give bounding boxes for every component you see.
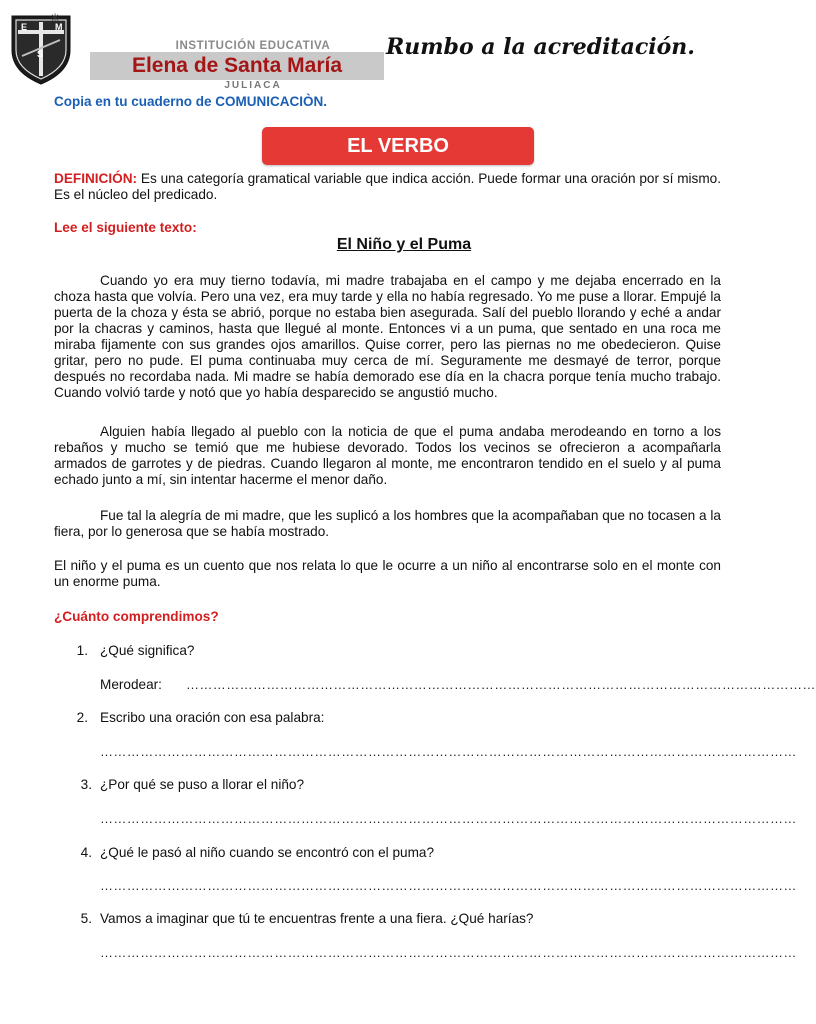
story-paragraph-3: Fue tal la alegría de mi madre, que les suplicó a los hombres que la acompañaban que no tocasen a la fiera, por lo generosa que se había mostrado. bbox=[54, 508, 721, 539]
comprehension-label: ¿Cuánto comprendimos? bbox=[54, 609, 219, 624]
question-5-text: Vamos a imaginar que tú te encuentras frente a una fiera. ¿Qué harías? bbox=[100, 911, 534, 926]
answer-line-1[interactable]: …………………………………………………………………………………………………………………………… bbox=[186, 677, 816, 692]
slogan: Rumbo a la acreditación. bbox=[386, 34, 695, 60]
story-summary: El niño y el puma es un cuento que nos relata lo que le ocurre a un niño al encontrarse solo en el monte con un enorme puma. bbox=[54, 558, 721, 589]
copy-instruction: Copia en tu cuaderno de COMUNICACIÒN. bbox=[54, 94, 328, 109]
question-3-number: 3. bbox=[80, 777, 92, 792]
question-4-text: ¿Qué le pasó al niño cuando se encontró con el puma? bbox=[100, 845, 435, 860]
question-1-term: Merodear: bbox=[100, 677, 162, 692]
story-title: El Niño y el Puma bbox=[336, 236, 472, 253]
story-paragraph-2: Alguien había llegado al pueblo con la noticia de que el puma andaba merodeando en torno a los rebaños y mucho se temió que me hubiese devorado. Todos los vecinos se ofrecieron a acompañarla armados de garrotes y de piedras. Cuando llegaron al monte, me encontraron tendido en el suelo y al puma echado junto a mí, sin intentar hacerme el menor daño. bbox=[54, 424, 721, 487]
question-5-number: 5. bbox=[80, 911, 92, 926]
institution-logo-text bbox=[88, 30, 384, 91]
badge-letter-2: S bbox=[37, 49, 44, 59]
title-banner bbox=[262, 127, 534, 165]
question-4-number: 4. bbox=[80, 845, 92, 860]
answer-line-5[interactable]: ………………………………………………………………………………………………………………………………………… bbox=[100, 945, 797, 960]
page-title: EL VERBO bbox=[347, 135, 449, 157]
star-icon: ✳ bbox=[50, 11, 61, 25]
question-3-text: ¿Por qué se puso a llorar el niño? bbox=[100, 777, 305, 792]
definition-paragraph bbox=[54, 171, 721, 203]
document-header bbox=[0, 0, 768, 96]
question-2-text: Escribo una oración con esa palabra: bbox=[100, 710, 325, 725]
read-label: Lee el siguiente texto: bbox=[54, 220, 197, 235]
story-paragraph-1: Cuando yo era muy tierno todavía, mi madre trabajaba en el campo y me dejaba encerrado en la choza hasta que volvía. Pero una vez, era muy tarde y ella no había regresado. Yo me puse a llorar. Empujé la puerta de la choza y ésta se abrió, porque no estaba bien asegurada. Salí del pueblo llorando y eché a andar por la chacras y caminos, hasta que llegué al monte. Entonces vi a un puma, que sentado en una roca me miraba fijamente con sus grandes ojos amarillos. Quise correr, pero las piernas no me obedecieron. Quise gritar, pero no pude. El puma continuaba muy cerca de mí. Seguramente me desmayé de terror, porque después no recordaba nada. Mi madre se había demorado ese día en la chacra porque tenía mucho trabajo. Cuando volvió tarde y notó que yo había desparecido se angustió mucho. bbox=[54, 273, 721, 400]
definition-label: DEFINICIÓN: bbox=[54, 171, 138, 186]
definition-text: Es una categoría gramatical variable que indica acción. Puede formar una oración por sí mismo. Es el núcleo del predicado. bbox=[54, 171, 721, 202]
question-1-number: 1. bbox=[76, 643, 88, 658]
institution-city: JULIACA bbox=[224, 80, 282, 91]
answer-line-3[interactable]: ………………………………………………………………………………………………………………………………………… bbox=[100, 811, 797, 826]
institution-type: INSTITUCIÓN EDUCATIVA bbox=[175, 40, 331, 52]
institution-name: Elena de Santa María bbox=[131, 54, 343, 77]
school-shield-logo bbox=[8, 10, 74, 86]
answer-line-2[interactable]: ………………………………………………………………………………………………………………………………………… bbox=[100, 744, 797, 759]
question-1-text: ¿Qué significa? bbox=[100, 643, 195, 658]
badge-letter-3: M bbox=[55, 22, 63, 32]
badge-letter-1: E bbox=[21, 22, 28, 32]
answer-line-4[interactable]: ………………………………………………………………………………………………………………………………………… bbox=[100, 878, 797, 893]
question-2-number: 2. bbox=[76, 710, 88, 725]
